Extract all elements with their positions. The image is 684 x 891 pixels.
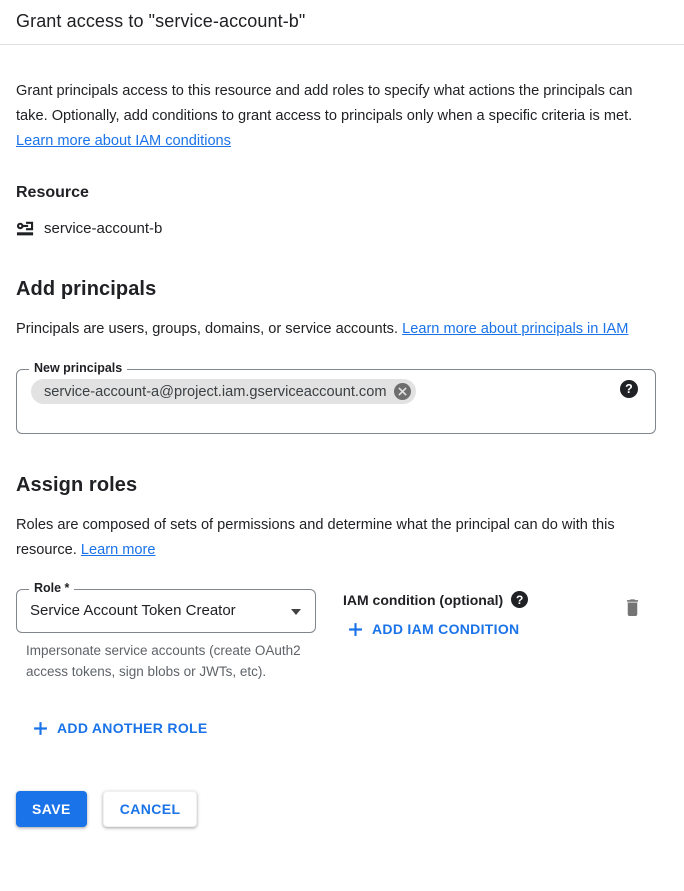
principal-chip-text: service-account-a@project.iam.gserviceaccount.com bbox=[44, 383, 387, 400]
dialog-actions bbox=[16, 791, 668, 827]
role-select-value: Service Account Token Creator bbox=[30, 602, 236, 619]
iam-condition-help-icon[interactable]: ? bbox=[511, 591, 528, 608]
role-helper-text: Impersonate service accounts (create OAuth2 access tokens, sign blobs or JWTs, etc). bbox=[26, 643, 301, 679]
new-principals-label: New principals bbox=[29, 361, 127, 375]
page-title: Grant access to "service-account-b" bbox=[16, 11, 306, 31]
dialog-header bbox=[0, 0, 684, 45]
principals-desc-text: Principals are users, groups, domains, or service accounts. bbox=[16, 321, 403, 337]
role-row bbox=[16, 581, 668, 682]
iam-conditions-link[interactable]: Learn more about IAM conditions bbox=[16, 133, 231, 149]
resource-heading: Resource bbox=[16, 184, 89, 201]
intro-text: Grant principals access to this resource and add roles to specify what actions the principals can take. Optionally, add conditions to grant access to principals only when a specific criteria is met. bbox=[16, 83, 633, 124]
roles-learn-more-link[interactable]: Learn more bbox=[80, 542, 156, 558]
add-iam-condition-label: ADD IAM CONDITION bbox=[372, 621, 520, 637]
intro-paragraph bbox=[16, 79, 662, 154]
roles-desc-text: Roles are composed of sets of permissions and determine what the principal can do with this resource. bbox=[16, 517, 615, 558]
role-select-label: Role * bbox=[29, 581, 74, 595]
role-column bbox=[16, 581, 316, 682]
principals-help-icon[interactable]: ? bbox=[620, 380, 638, 398]
iam-condition-label-row bbox=[343, 591, 528, 608]
plus-icon bbox=[348, 622, 363, 637]
resource-row bbox=[16, 219, 668, 238]
iam-condition-column bbox=[343, 589, 528, 642]
assign-roles-heading: Assign roles bbox=[16, 474, 138, 496]
add-another-role-label: ADD ANOTHER ROLE bbox=[57, 720, 208, 736]
principal-chip bbox=[31, 379, 416, 404]
new-principals-field[interactable] bbox=[16, 361, 656, 434]
role-select[interactable] bbox=[16, 581, 316, 633]
delete-role-button[interactable] bbox=[623, 596, 642, 620]
iam-condition-label: IAM condition (optional) bbox=[343, 591, 504, 608]
save-button[interactable]: SAVE bbox=[16, 791, 87, 827]
principals-description bbox=[16, 317, 662, 342]
resource-name: service-account-b bbox=[44, 220, 163, 237]
dialog-body bbox=[0, 79, 684, 827]
cancel-button[interactable]: CANCEL bbox=[103, 791, 198, 827]
trash-icon bbox=[623, 596, 642, 620]
chip-close-icon[interactable] bbox=[394, 383, 411, 400]
plus-icon bbox=[33, 721, 48, 736]
service-account-icon bbox=[16, 219, 35, 238]
roles-description bbox=[16, 513, 662, 563]
add-another-role-button[interactable] bbox=[33, 720, 208, 736]
principals-learn-more-link[interactable]: Learn more about principals in IAM bbox=[402, 321, 629, 337]
add-iam-condition-button[interactable] bbox=[348, 621, 519, 637]
chevron-down-icon bbox=[291, 609, 301, 615]
add-principals-heading: Add principals bbox=[16, 278, 157, 300]
